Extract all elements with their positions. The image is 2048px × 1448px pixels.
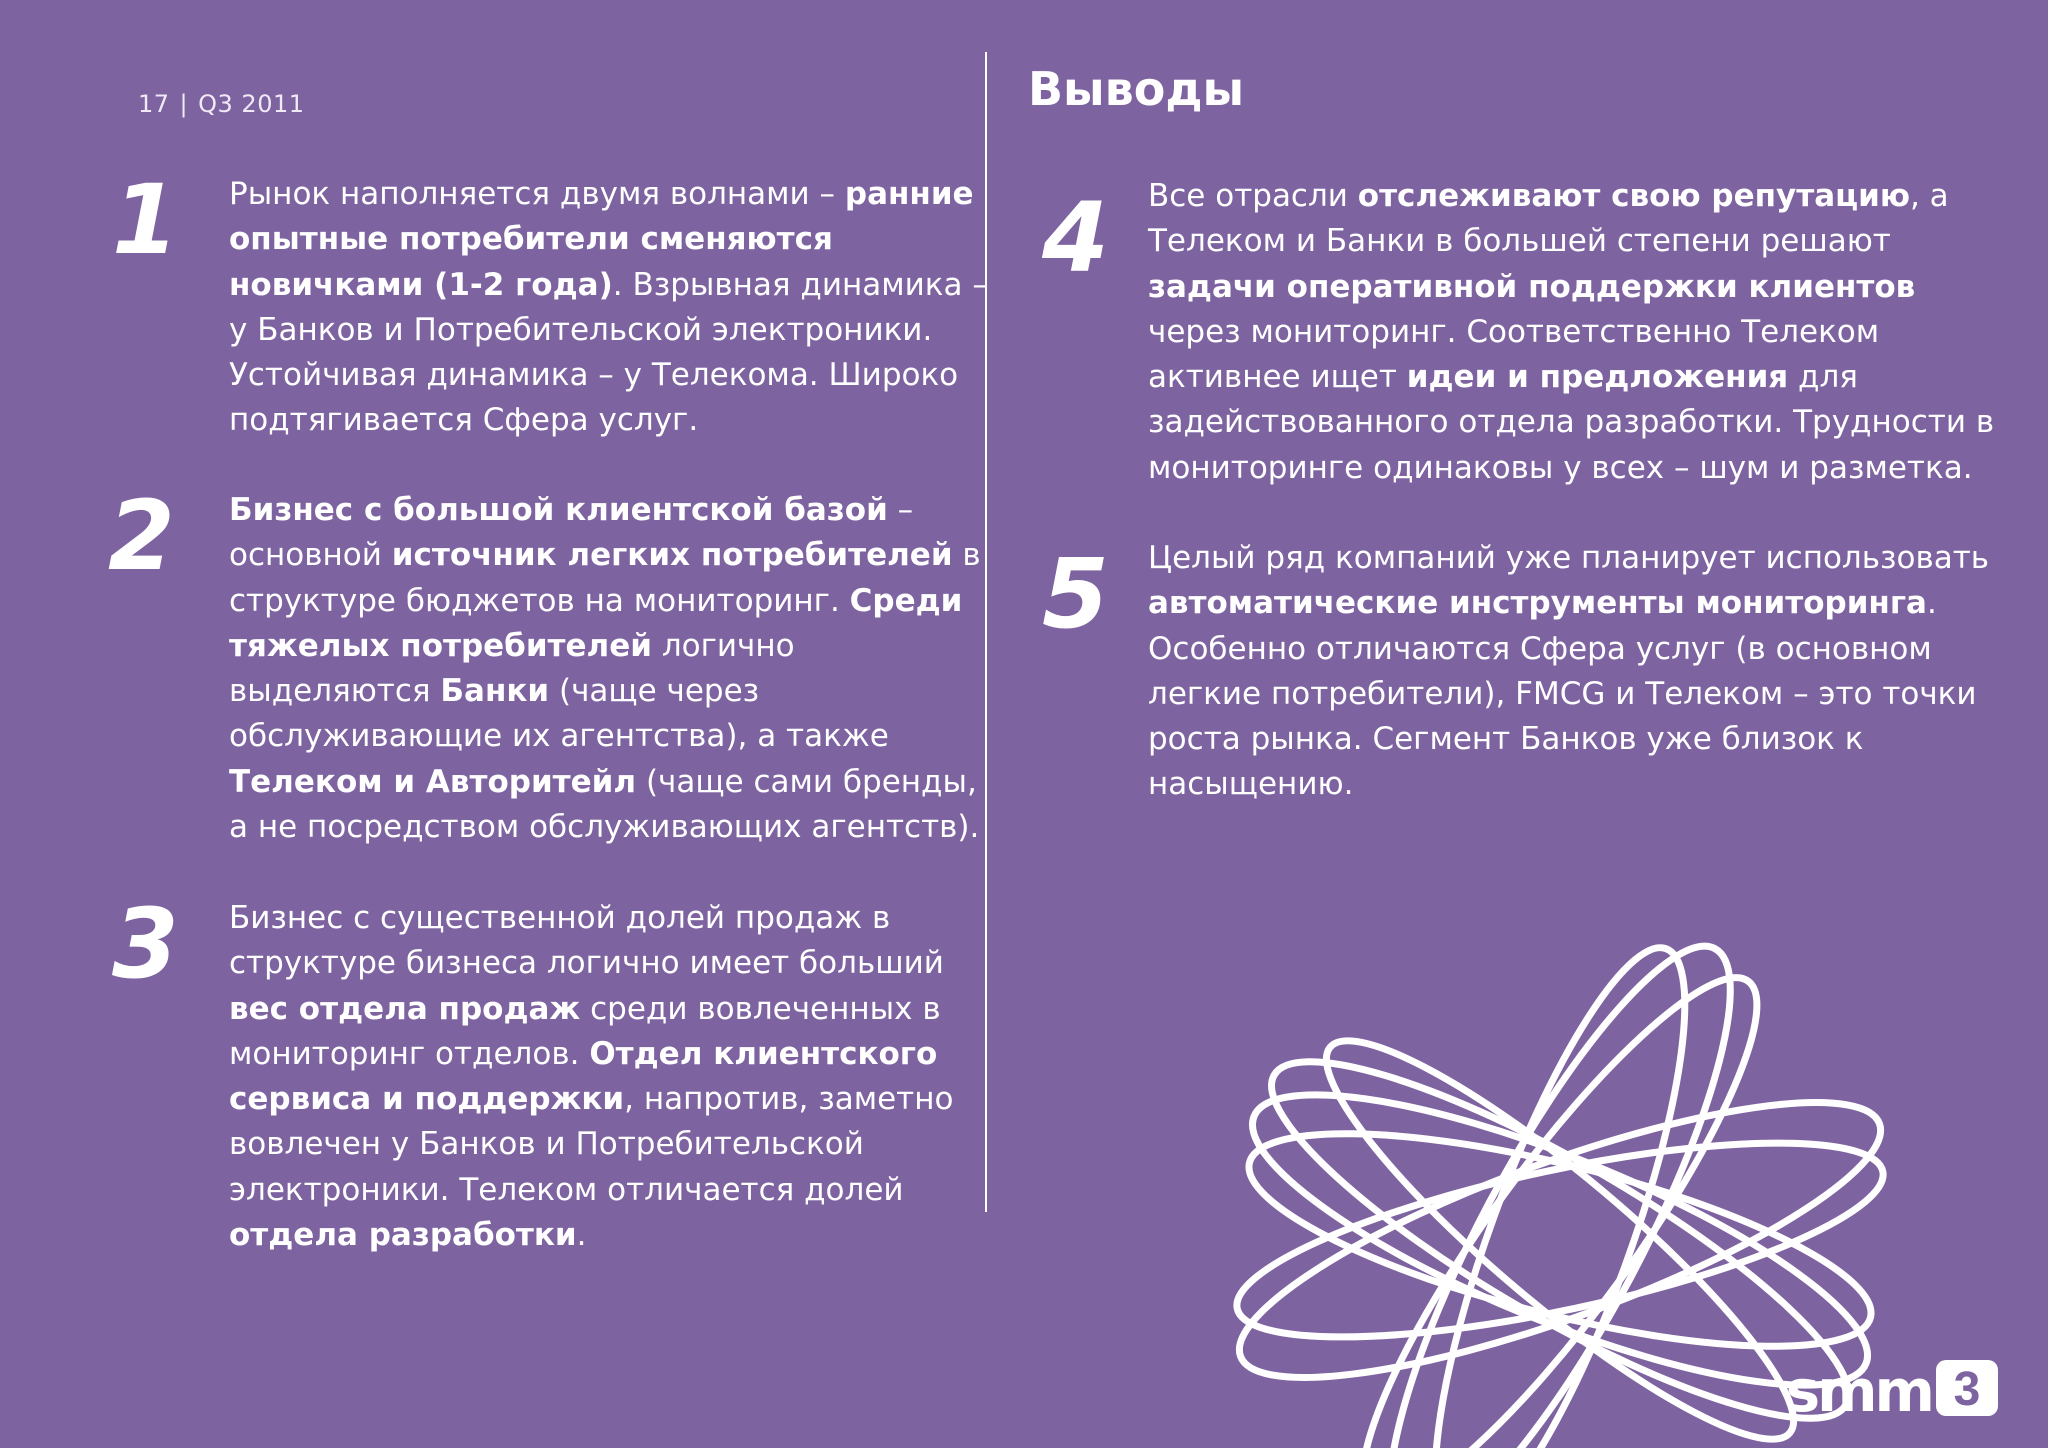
item-number: 5	[1042, 538, 1109, 650]
logo-text: smm	[1785, 1357, 1932, 1425]
text-run: в структуре бюджетов на мониторинг.	[229, 537, 981, 619]
item-number: 3	[112, 888, 179, 1000]
bold-run: автоматические инструменты мониторинга	[1148, 585, 1927, 622]
text-run: . Взрывная динамика – у Банков и Потребительской электроники. Устойчивая динамика – у Телекома. Широко подтягивается Сфера услуг.	[229, 266, 988, 439]
page-header	[138, 90, 305, 118]
item-text	[229, 896, 989, 1258]
item-text	[229, 488, 989, 850]
text-run: Рынок наполняется двумя волнами –	[229, 176, 845, 212]
bold-run: вес отдела продаж	[229, 990, 581, 1027]
report-period: Q3 2011	[198, 90, 305, 118]
item-text	[229, 172, 989, 444]
loop-8	[1223, 1103, 1898, 1377]
text-run: . Особенно отличаются Сфера услуг (в основном легкие потребители), FMCG и Телеком – это точки роста рынка. Сегмент Банков уже близок к насыщению.	[1148, 585, 1977, 803]
text-run: .	[576, 1217, 587, 1254]
bold-run: источник легких потребителей	[391, 537, 953, 574]
text-run: , напротив, заметно вовлечен у Банков и Потребительской электроники. Телеком отличается долей	[229, 1081, 954, 1208]
text-run: для задействованного отдела разработки. Трудности в мониторинге одинаковы у всех – шум и разметка.	[1148, 359, 1995, 486]
text-run: (чаще сами бренды, а не посредством обслуживающих агентств).	[229, 763, 980, 846]
text-run: среди вовлеченных в мониторинг отделов.	[229, 990, 941, 1072]
bold-run: Отдел клиентского сервиса и поддержки	[229, 1035, 938, 1118]
text-run: через мониторинг. Соответственно Телеком активнее ищет	[1148, 313, 1880, 396]
item-text	[1148, 174, 2008, 491]
logo-mark-digit: 3	[1953, 1363, 1981, 1416]
item-number: 2	[108, 480, 175, 592]
text-run: Целый ряд компаний уже планирует использовать	[1148, 540, 1990, 576]
text-run: Все отрасли	[1148, 178, 1358, 214]
bold-run: идеи и предложения	[1406, 359, 1789, 396]
bold-run: отдела разработки	[229, 1217, 577, 1254]
bold-run: отслеживают свою репутацию	[1357, 178, 1910, 214]
bold-run: Банки	[440, 673, 550, 710]
bold-run: задачи оперативной поддержки клиентов	[1148, 268, 1916, 305]
text-run: логично выделяются	[229, 627, 795, 710]
bold-run: Телеком и Авторитейл	[229, 763, 637, 800]
item-text	[1148, 536, 2008, 808]
bold-run: Среди тяжелых потребителей	[229, 582, 963, 664]
logo-mark-icon	[1932, 1356, 2002, 1420]
text-run: Бизнес с существенной долей продаж в структуре бизнеса логично имеет больший	[229, 900, 944, 982]
smm3-logo	[1785, 1356, 2002, 1425]
text-run: (чаще через обслуживающие их агентства), а также	[229, 673, 889, 755]
bold-run: ранние опытные потребители сменяются новичками (1-2 года)	[229, 176, 974, 303]
item-number: 4	[1042, 182, 1109, 294]
text-run: – основной	[229, 492, 914, 574]
bold-run: Бизнес с большой клиентской базой	[229, 492, 888, 528]
item-number: 1	[112, 164, 179, 276]
page-number: 17	[138, 90, 170, 118]
header-separator: |	[179, 90, 189, 118]
text-run: , а Телеком и Банки в большей степени решают	[1148, 178, 1949, 260]
page-title: Выводы	[1028, 62, 1245, 116]
